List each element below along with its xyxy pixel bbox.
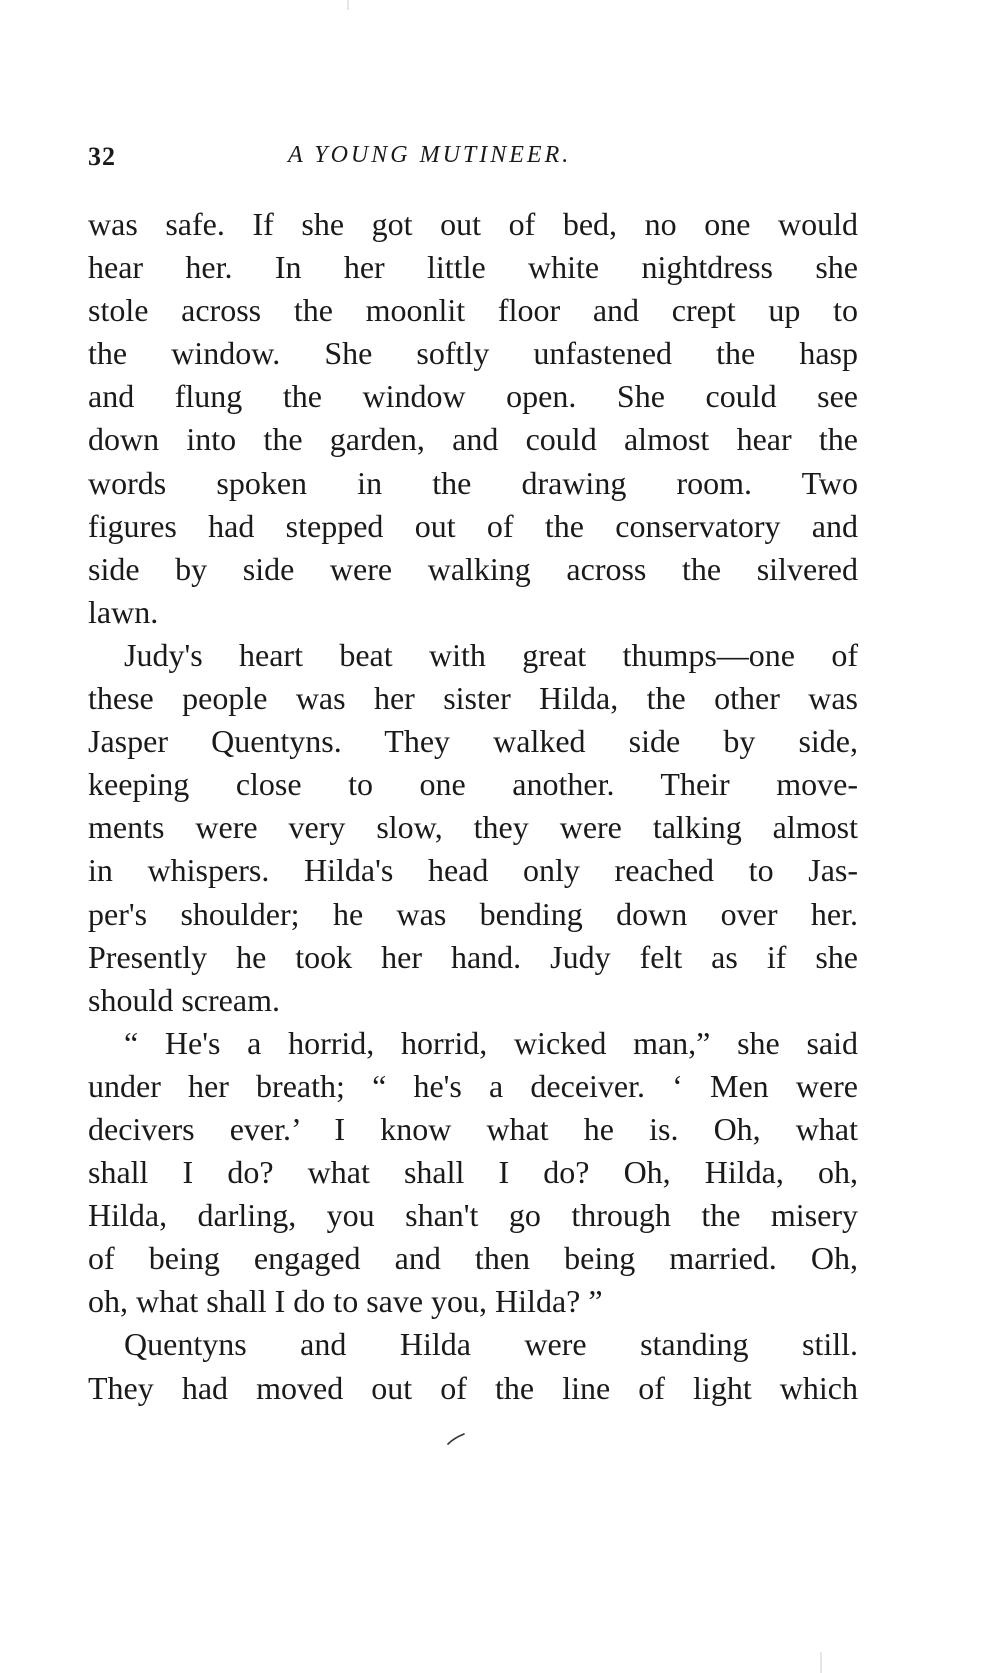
- text-line: was safe. If she got out of bed, no one would: [88, 206, 858, 242]
- text-line: words spoken in the drawing room. Two: [88, 464, 858, 501]
- paragraph-first-line: Judy's heart beat with great thumps—one of: [124, 636, 858, 673]
- paragraph-first-line: Quentyns and Hilda were standing still.: [124, 1326, 858, 1363]
- text-line: Hilda, darling, you shan't go through the misery: [88, 1197, 858, 1234]
- text-line: They had moved out of the line of light which: [88, 1369, 858, 1406]
- text-line: should scream.: [88, 981, 280, 1018]
- scan-speck: [347, 0, 349, 10]
- text-line: figures had stepped out of the conservatory and: [88, 507, 858, 544]
- text-line: down into the garden, and could almost hear the: [88, 421, 858, 458]
- text-line: shall I do? what shall I do? Oh, Hilda, oh,: [88, 1154, 858, 1191]
- body-text: [88, 203, 858, 1410]
- text-line: the window. She softly unfastened the hasp: [88, 335, 858, 372]
- text-line: stole across the moonlit floor and crept up to: [88, 292, 858, 329]
- paragraph-first-line: “ He's a horrid, horrid, wicked man,” she said: [124, 1024, 858, 1061]
- text-line: and flung the window open. She could see: [88, 378, 858, 415]
- text-line: keeping close to one another. Their move-: [88, 766, 858, 803]
- running-title: A YOUNG MUTINEER.: [288, 142, 572, 168]
- text-line: in whispers. Hilda's head only reached to Jas-: [88, 852, 858, 889]
- text-line: ments were very slow, they were talking almost: [88, 809, 858, 846]
- text-line: side by side were walking across the silvered: [88, 550, 858, 587]
- text-line: per's shoulder; he was bending down over her.: [88, 895, 858, 932]
- page-number: 32: [88, 142, 116, 171]
- text-line: lawn.: [88, 593, 159, 630]
- text-line: of being engaged and then being married. Oh,: [88, 1240, 858, 1277]
- text-line: decivers ever.’ I know what he is. Oh, what: [88, 1110, 858, 1147]
- text-line: oh, what shall I do to save you, Hilda? ”: [88, 1283, 603, 1320]
- text-line: hear her. In her little white nightdress she: [88, 249, 858, 286]
- signature-mark-icon: [446, 1432, 466, 1446]
- text-line: these people was her sister Hilda, the other was: [88, 680, 858, 717]
- text-line: Presently he took her hand. Judy felt as if she: [88, 938, 858, 975]
- text-line: under her breath; “ he's a deceiver. ‘ Men were: [88, 1067, 858, 1104]
- page-header: [88, 142, 848, 174]
- scan-speck: [820, 1652, 822, 1673]
- text-line: Jasper Quentyns. They walked side by side,: [88, 723, 858, 760]
